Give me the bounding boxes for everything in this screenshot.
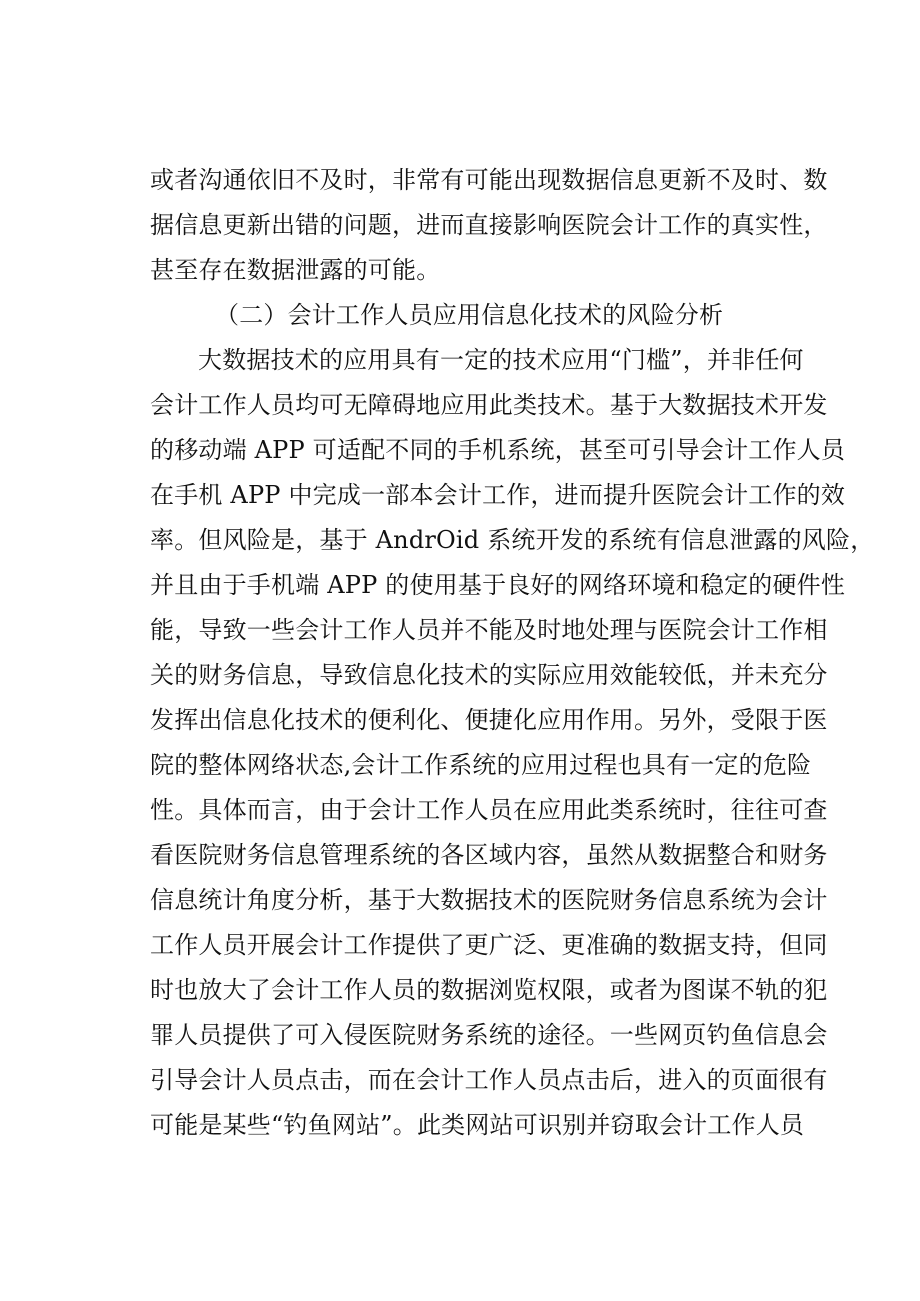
text-line: 信息统计角度分析，基于大数据技术的医院财务信息系统为会计 (150, 886, 828, 914)
text-line: 关的财务信息，导致信息化技术的实际应用效能较低，并未充分 (150, 661, 828, 689)
text-line: 率。但风险是，基于 AndrOid 系统开发的系统有信息泄露的风险， (150, 526, 875, 554)
paragraph-first-line: 大数据技术的应用具有一定的技术应用“门槛”，并非任何 (198, 346, 804, 374)
text-line: 引导会计人员点击，而在会计工作人员点击后，进入的页面很有 (150, 1066, 828, 1094)
text-line: 院的整体网络状态,会计工作系统的应用过程也具有一定的危险 (150, 751, 812, 779)
text-line: 工作人员开展会计工作提供了更广泛、更准确的数据支持，但同 (150, 931, 828, 959)
text-line: 看医院财务信息管理系统的各区域内容，虽然从数据整合和财务 (150, 841, 828, 869)
section-heading: （二）会计工作人员应用信息化技术的风险分析 (215, 301, 724, 329)
text-line: 性。具体而言，由于会计工作人员在应用此类系统时，往往可查 (150, 796, 828, 824)
text-line: 能，导致一些会计工作人员并不能及时地处理与医院会计工作相 (150, 616, 828, 644)
text-line: 时也放大了会计工作人员的数据浏览权限，或者为图谋不轨的犯 (150, 976, 828, 1004)
text-line: 发挥出信息化技术的便利化、便捷化应用作用。另外，受限于医 (150, 706, 828, 734)
text-line: 或者沟通依旧不及时，非常有可能出现数据信息更新不及时、数 (150, 166, 828, 194)
text-line: 甚至存在数据泄露的可能。 (150, 256, 441, 284)
text-line: 可能是某些“钓鱼网站”。此类网站可识别并窃取会计工作人员 (150, 1111, 805, 1139)
text-line: 据信息更新出错的问题，进而直接影响医院会计工作的真实性， (150, 211, 828, 239)
text-line: 在手机 APP 中完成一部本会计工作，进而提升医院会计工作的效 (150, 481, 846, 509)
text-line: 罪人员提供了可入侵医院财务系统的途径。一些网页钓鱼信息会 (150, 1021, 828, 1049)
text-line: 并且由于手机端 APP 的使用基于良好的网络环境和稳定的硬件性 (150, 571, 846, 599)
text-line: 会计工作人员均可无障碍地应用此类技术。基于大数据技术开发 (150, 391, 828, 419)
text-line: 的移动端 APP 可适配不同的手机系统，甚至可引导会计工作人员 (150, 436, 846, 464)
